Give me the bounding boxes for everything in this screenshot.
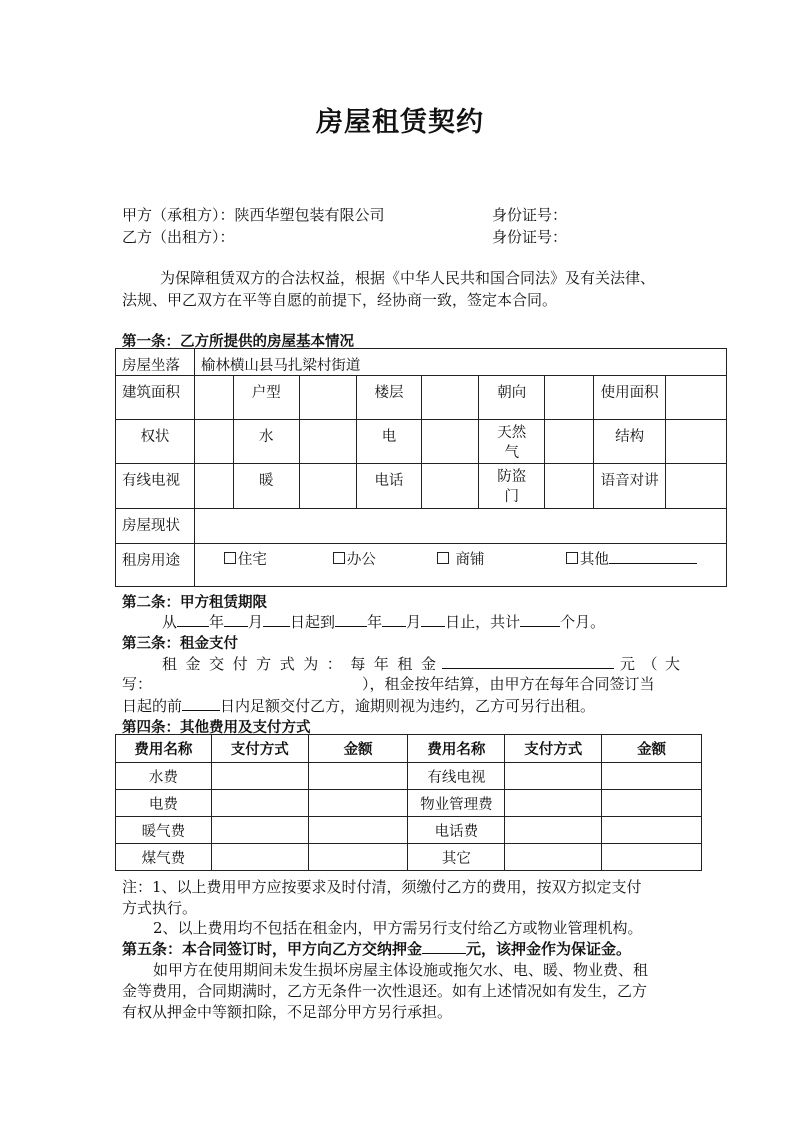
- end-day-blank[interactable]: [421, 611, 445, 627]
- amount-cell[interactable]: [308, 790, 408, 817]
- option-shop-label: 商铺: [450, 552, 485, 568]
- payment-terms-text: 日内足额交付乙方，逾期则视为违约，乙方可另行出租。: [220, 697, 596, 715]
- structure-value[interactable]: [666, 420, 727, 464]
- fee-name: 物业管理费: [408, 790, 505, 817]
- security-door-value[interactable]: [545, 464, 594, 509]
- amount-cell[interactable]: [602, 817, 702, 844]
- amount-cell[interactable]: [602, 763, 702, 790]
- article-1-heading: 第一条：乙方所提供的房屋基本情况: [122, 334, 354, 350]
- checkbox-icon: [566, 552, 578, 564]
- phone-value[interactable]: [422, 464, 479, 509]
- intro-line-2: 法规、甲乙双方在平等自愿的前提下，经协商一致，签定本合同。: [122, 291, 558, 309]
- rent-method-label: 租金交付方式为：每年租金: [162, 655, 436, 673]
- fee-name: 有线电视: [408, 763, 505, 790]
- water-label: 水: [233, 420, 299, 464]
- fees-table: [115, 734, 702, 871]
- year-label: 年: [209, 613, 225, 631]
- orientation-label: 朝向: [479, 376, 545, 420]
- deposit-heading-start: 第五条：本合同签订时，甲方向乙方交纳押金: [122, 940, 423, 958]
- payment-method-cell[interactable]: [211, 790, 308, 817]
- month-label: 月: [406, 613, 422, 631]
- fee-name: 水费: [116, 763, 212, 790]
- note-1-line-2: 方式执行。: [122, 899, 198, 917]
- days-blank[interactable]: [182, 695, 220, 711]
- cable-tv-value[interactable]: [194, 464, 233, 509]
- start-to-label: 日起到: [290, 613, 336, 631]
- party-a-label: 甲方（承租方）：陕西华塑包装有限公司: [122, 206, 385, 224]
- table-row: [116, 817, 702, 844]
- option-shop[interactable]: [437, 548, 485, 569]
- total-months-blank[interactable]: [520, 611, 560, 627]
- article-2-text: [162, 611, 605, 632]
- option-residential[interactable]: [224, 548, 267, 569]
- structure-label: 结构: [594, 420, 666, 464]
- table-row: [116, 763, 702, 790]
- payment-method-cell[interactable]: [211, 844, 308, 871]
- end-year-blank[interactable]: [335, 611, 367, 627]
- party-b-id-label: 身份证号：: [492, 228, 568, 246]
- payment-method-cell[interactable]: [211, 763, 308, 790]
- article-5-line-3: 有权从押金中等额扣除，不足部分甲方另行承担。: [122, 1003, 453, 1021]
- option-other[interactable]: [566, 548, 697, 569]
- amount-cell[interactable]: [602, 790, 702, 817]
- payment-method-header: 支付方式: [505, 735, 602, 763]
- checkbox-icon: [437, 552, 449, 564]
- month-label: 月: [248, 613, 264, 631]
- title-deed-value[interactable]: [194, 420, 233, 464]
- article-4-heading: 第四条：其他费用及支付方式: [122, 720, 311, 736]
- orientation-value[interactable]: [545, 376, 594, 420]
- water-value[interactable]: [299, 420, 356, 464]
- payment-method-cell[interactable]: [505, 817, 602, 844]
- electricity-value[interactable]: [422, 420, 479, 464]
- house-info-table: [115, 348, 727, 587]
- building-area-value[interactable]: [194, 376, 233, 420]
- use-label: 租房用途: [116, 544, 195, 587]
- option-office-label: 办公: [346, 552, 376, 568]
- article-3-line-2: [122, 674, 655, 694]
- months-label: 个月。: [560, 613, 606, 631]
- electricity-label: 电: [356, 420, 422, 464]
- natural-gas-label: 天然 气: [479, 420, 545, 464]
- end-month-blank[interactable]: [382, 611, 406, 627]
- party-b-label: 乙方（出租方）：: [122, 228, 235, 246]
- fee-name: 电话费: [408, 817, 505, 844]
- payment-method-cell[interactable]: [505, 763, 602, 790]
- article-5-line-1: 如甲方在使用期间未发生损坏房屋主体设施或拖欠水、电、暖、物业费、租: [153, 961, 649, 979]
- intercom-label: 语音对讲: [594, 464, 666, 509]
- layout-value[interactable]: [299, 376, 356, 420]
- floor-value[interactable]: [422, 376, 479, 420]
- status-label: 房屋现状: [116, 509, 195, 544]
- fee-name: 煤气费: [116, 844, 212, 871]
- intro-line-1: 为保障租赁双方的合法权益，根据《中华人民共和国合同法》及有关法律、: [160, 269, 656, 287]
- fee-name: 其它: [408, 844, 505, 871]
- floor-label: 楼层: [356, 376, 422, 420]
- security-door-label: 防盗 门: [479, 464, 545, 509]
- note-2: 2、以上费用均不包括在租金内，甲方需另行支付给乙方或物业管理机构。: [153, 919, 643, 937]
- article-3-heading: 第三条：租金支付: [122, 636, 238, 652]
- table-row: [116, 844, 702, 871]
- article-3-line-1: [162, 653, 680, 674]
- other-blank[interactable]: [609, 548, 697, 564]
- rent-settlement-text: ），租金按年结算，由甲方在每年合同签订当: [362, 675, 655, 693]
- annual-rent-blank[interactable]: [442, 653, 614, 669]
- heating-value[interactable]: [299, 464, 356, 509]
- deposit-heading-end: 元，该押金作为保证金。: [466, 940, 632, 958]
- note-1-line-1: 注：1、以上费用甲方应按要求及时付清，须缴付乙方的费用，按双方拟定支付: [122, 878, 642, 896]
- article-5-heading: [122, 938, 631, 959]
- page-title: 房屋租赁契约: [316, 107, 484, 138]
- start-month-blank[interactable]: [224, 611, 248, 627]
- location-label: 房屋坐落: [116, 349, 195, 376]
- location-value: 榆林横山县马扎梁村街道: [194, 349, 726, 376]
- title-deed-label: 权状: [116, 420, 195, 464]
- checkbox-icon: [333, 552, 345, 564]
- end-total-label: 日止，共计: [445, 613, 521, 631]
- heating-label: 暖: [233, 464, 299, 509]
- amount-cell[interactable]: [308, 844, 408, 871]
- table-row: [116, 790, 702, 817]
- article-3-line-3: [122, 695, 595, 716]
- usable-area-label: 使用面积: [594, 376, 666, 420]
- natural-gas-value[interactable]: [545, 420, 594, 464]
- start-day-blank[interactable]: [263, 611, 290, 627]
- deposit-blank[interactable]: [422, 938, 466, 954]
- payment-method-cell[interactable]: [505, 844, 602, 871]
- year-label: 年: [367, 613, 383, 631]
- checkbox-icon: [224, 552, 236, 564]
- building-area-label: 建筑面积: [116, 376, 195, 420]
- status-value[interactable]: [194, 509, 726, 544]
- payment-method-cell[interactable]: [505, 790, 602, 817]
- layout-label: 户型: [233, 376, 299, 420]
- start-year-blank[interactable]: [177, 611, 209, 627]
- rent-unit-label: 元（大: [620, 655, 680, 673]
- capital-label: 写：: [122, 675, 153, 693]
- article-5-line-2: 金等费用，合同期满时，乙方无条件一次性退还。如有上述情况如有发生，乙方: [122, 982, 648, 1000]
- article-2-heading: 第二条：甲方租赁期限: [122, 595, 267, 611]
- payment-method-cell[interactable]: [211, 817, 308, 844]
- option-office[interactable]: [333, 548, 376, 569]
- amount-header: 金额: [308, 735, 408, 763]
- fee-name: 暖气费: [116, 817, 212, 844]
- amount-cell[interactable]: [308, 817, 408, 844]
- fee-name-header: 费用名称: [116, 735, 212, 763]
- option-residential-label: 住宅: [237, 552, 267, 568]
- cable-tv-label: 有线电视: [116, 464, 195, 509]
- days-before-label: 日起的前: [122, 697, 183, 715]
- phone-label: 电话: [356, 464, 422, 509]
- payment-method-header: 支付方式: [211, 735, 308, 763]
- intercom-value[interactable]: [666, 464, 727, 509]
- option-other-label: 其他: [579, 552, 609, 568]
- fee-name: 电费: [116, 790, 212, 817]
- party-a-id-label: 身份证号：: [492, 206, 568, 224]
- fee-name-header: 费用名称: [408, 735, 505, 763]
- amount-cell[interactable]: [602, 844, 702, 871]
- amount-header: 金额: [602, 735, 702, 763]
- usable-area-value[interactable]: [666, 376, 727, 420]
- amount-cell[interactable]: [308, 763, 408, 790]
- from-label: 从: [162, 613, 178, 631]
- use-options: [194, 544, 726, 587]
